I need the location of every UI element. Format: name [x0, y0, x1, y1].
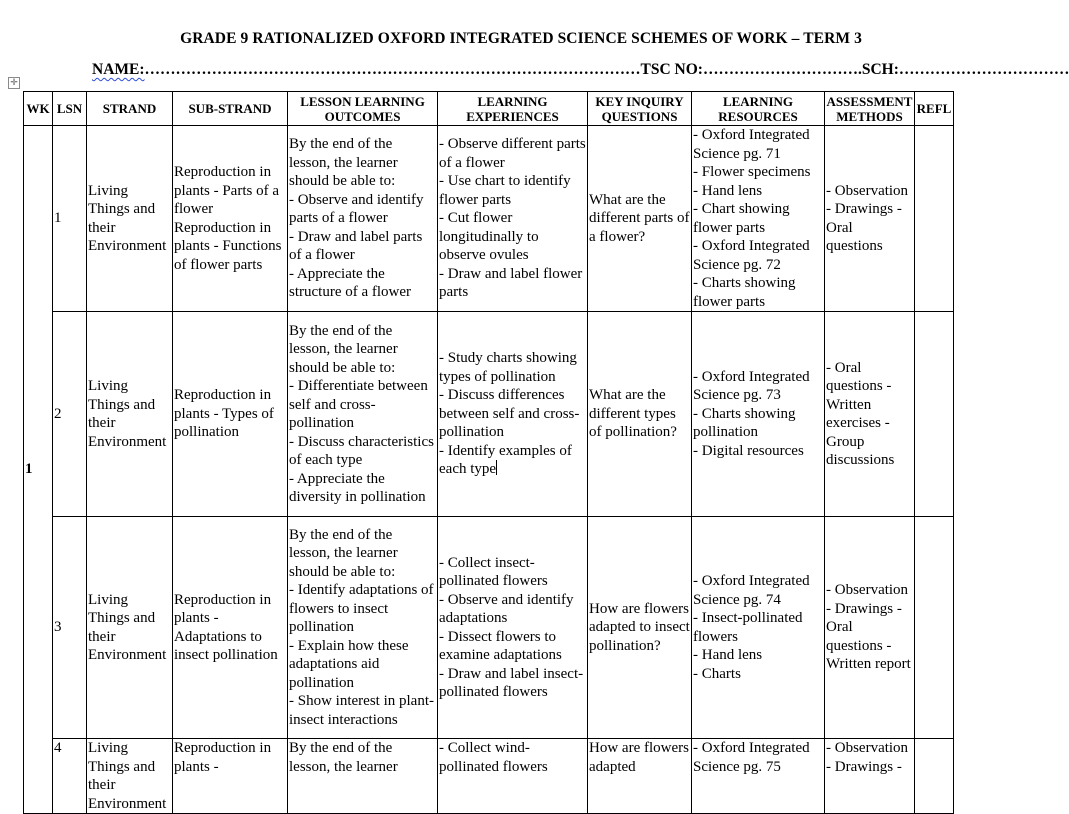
outcomes-cell-line: - Appreciate the diversity in pollination	[289, 470, 426, 505]
reflection-cell[interactable]	[915, 517, 954, 739]
header-experiences: LEARNING EXPERIENCES	[438, 92, 588, 126]
assessment-cell-line: - Drawings - Oral questions - Written report	[826, 600, 911, 673]
header-resources: LEARNING RESOURCES	[692, 92, 825, 126]
experiences-cell-line: - Study charts showing types of pollination	[439, 350, 577, 385]
strand-cell[interactable]: Living Things and their Environment	[87, 517, 173, 739]
key-question-cell[interactable]: How are flowers adapted	[588, 739, 692, 814]
assessment-cell[interactable]	[825, 312, 915, 517]
table-row	[24, 739, 954, 814]
outcomes-cell-line: - Differentiate between self and cross-pollination	[289, 378, 428, 431]
assessment-cell-line: - Observation	[826, 740, 909, 756]
text-cursor	[496, 460, 497, 475]
outcomes-cell[interactable]	[288, 126, 438, 312]
tsc-blank[interactable]: ………………………….	[702, 61, 862, 78]
scheme-of-work-table	[23, 91, 954, 814]
header-assessment: ASSESSMENT METHODS	[825, 92, 915, 126]
reflection-cell[interactable]	[915, 312, 954, 517]
assessment-cell[interactable]	[825, 126, 915, 312]
resources-cell-line: - Oxford Integrated Science pg. 71	[693, 127, 810, 162]
experiences-cell-line: - Dissect flowers to examine adaptations	[439, 628, 562, 663]
assessment-cell-line: - Drawings - Oral questions	[826, 201, 902, 254]
header-lsn: LSN	[53, 92, 87, 126]
experiences-cell-line: - Discuss differences between self and cross-pollination	[439, 387, 580, 441]
experiences-cell-line: - Draw and label flower parts	[439, 265, 583, 301]
outcomes-cell-line: - Appreciate the structure of a flower	[289, 265, 412, 301]
resources-cell-line: - Oxford Integrated Science pg. 75	[693, 740, 810, 775]
assessment-cell-line: - Observation	[826, 582, 909, 599]
lesson-number-cell[interactable]: 1	[53, 126, 87, 312]
name-label: NAME:	[92, 61, 145, 78]
sch-blank[interactable]: ……………………………	[898, 61, 1069, 78]
table-row	[24, 517, 954, 739]
substrand-cell[interactable]: Reproduction in plants - Types of pollination	[173, 312, 288, 517]
header-wk: WK	[24, 92, 53, 126]
key-question-cell[interactable]: How are flowers adapted to insect pollination?	[588, 517, 692, 739]
outcomes-cell[interactable]	[288, 517, 438, 739]
header-row	[24, 92, 954, 126]
substrand-cell[interactable]: Reproduction in plants - Parts of a flower Reproduction in plants - Functions of flower parts	[173, 126, 288, 312]
resources-cell-line: - Insect-pollinated flowers	[693, 610, 803, 645]
header-key-questions: KEY INQUIRY QUESTIONS	[588, 92, 692, 126]
lesson-number-cell[interactable]: 2	[53, 312, 87, 517]
table-row	[24, 312, 954, 517]
resources-cell-line: - Charts showing pollination	[693, 405, 796, 441]
resources-cell-line: - Charts showing flower parts	[693, 275, 796, 310]
experiences-cell-line: - Observe different parts of a flower	[439, 136, 586, 171]
header-refl: REFL	[915, 92, 954, 126]
outcomes-cell-line: - Show interest in plant-insect interactions	[289, 693, 434, 728]
resources-cell-line: - Flower specimens	[693, 164, 811, 180]
outcomes-cell-line: By the end of the lesson, the learner should be able to:	[289, 526, 398, 580]
resources-cell-line: - Chart showing flower parts	[693, 201, 790, 236]
resources-cell[interactable]	[692, 517, 825, 739]
outcomes-cell-line: By the end of the lesson, the learner should be able to:	[289, 322, 398, 376]
sch-label: SCH:	[861, 61, 899, 78]
resources-cell-line: - Digital resources	[693, 442, 804, 459]
name-line	[92, 61, 1069, 79]
experiences-cell-line: - Draw and label insect-pollinated flowers	[439, 665, 584, 700]
experiences-cell-line: - Identify examples of each type	[439, 442, 572, 478]
header-outcomes: LESSON LEARNING OUTCOMES	[288, 92, 438, 126]
lesson-number-cell[interactable]: 3	[53, 517, 87, 739]
substrand-cell[interactable]: Reproduction in plants -	[173, 739, 288, 814]
header-strand: STRAND	[87, 92, 173, 126]
experiences-cell-line: - Use chart to identify flower parts	[439, 173, 571, 208]
name-blank[interactable]: ……………………………………………………………………………………	[144, 61, 641, 78]
resources-cell-line: - Hand lens	[693, 182, 763, 199]
outcomes-cell-line: - Identify adaptations of flowers to insect pollination	[289, 582, 434, 636]
experiences-cell-line: - Collect insect-pollinated flowers	[439, 554, 548, 589]
resources-cell[interactable]	[692, 126, 825, 312]
outcomes-cell-line: - Draw and label parts of a flower	[289, 228, 423, 264]
experiences-cell[interactable]	[438, 126, 588, 312]
lesson-number-cell[interactable]: 4	[53, 739, 87, 814]
assessment-cell-line: - Observation	[826, 182, 909, 199]
key-question-cell[interactable]: What are the different types of pollination?	[588, 312, 692, 517]
resources-cell-line: - Hand lens	[693, 647, 763, 663]
strand-cell[interactable]: Living Things and their Environment	[87, 126, 173, 312]
document-title: GRADE 9 RATIONALIZED OXFORD INTEGRATED SCIENCE SCHEMES OF WORK – TERM 3	[180, 30, 862, 47]
strand-cell[interactable]: Living Things and their Environment	[87, 312, 173, 517]
resources-cell[interactable]	[692, 312, 825, 517]
outcomes-cell-line: - Explain how these adaptations aid pollination	[289, 637, 409, 691]
header-substrand: SUB-STRAND	[173, 92, 288, 126]
outcomes-cell-line: - Discuss characteristics of each type	[289, 433, 434, 468]
experiences-cell-line: - Observe and identify adaptations	[439, 591, 574, 626]
assessment-cell[interactable]	[825, 517, 915, 739]
outcomes-cell-line: By the end of the lesson, the learner should be able to:	[289, 136, 398, 190]
reflection-cell[interactable]	[915, 739, 954, 814]
experiences-cell-line: - Cut flower longitudinally to observe ovules	[439, 210, 539, 264]
outcomes-cell-line: By the end of the lesson, the learner	[289, 740, 398, 775]
experiences-cell[interactable]	[438, 739, 588, 814]
outcomes-cell[interactable]	[288, 739, 438, 814]
resources-cell-line: - Charts	[693, 665, 741, 682]
table-move-handle-icon[interactable]: ✛	[8, 77, 20, 89]
week-cell[interactable]: 1	[24, 126, 53, 814]
experiences-cell[interactable]	[438, 517, 588, 739]
assessment-cell-line: - Oral questions - Written exercises - Group discussions	[826, 359, 895, 468]
substrand-cell[interactable]: Reproduction in plants - Adaptations to insect pollination	[173, 517, 288, 739]
reflection-cell[interactable]	[915, 126, 954, 312]
resources-cell-line: - Oxford Integrated Science pg. 72	[693, 238, 810, 273]
table-row	[24, 126, 954, 312]
tsc-label: TSC NO:	[640, 61, 703, 78]
outcomes-cell[interactable]	[288, 312, 438, 517]
experiences-cell-line: - Collect wind-pollinated flowers	[439, 740, 548, 775]
resources-cell-line: - Oxford Integrated Science pg. 73	[693, 368, 810, 404]
resources-cell-line: - Oxford Integrated Science pg. 74	[693, 573, 810, 608]
assessment-cell-line: - Drawings -	[826, 758, 902, 775]
assessment-cell[interactable]	[825, 739, 915, 814]
key-question-cell[interactable]: What are the different parts of a flower?	[588, 126, 692, 312]
outcomes-cell-line: - Observe and identify parts of a flower	[289, 191, 424, 227]
strand-cell[interactable]: Living Things and their Environment	[87, 739, 173, 814]
experiences-cell[interactable]	[438, 312, 588, 517]
resources-cell[interactable]	[692, 739, 825, 814]
